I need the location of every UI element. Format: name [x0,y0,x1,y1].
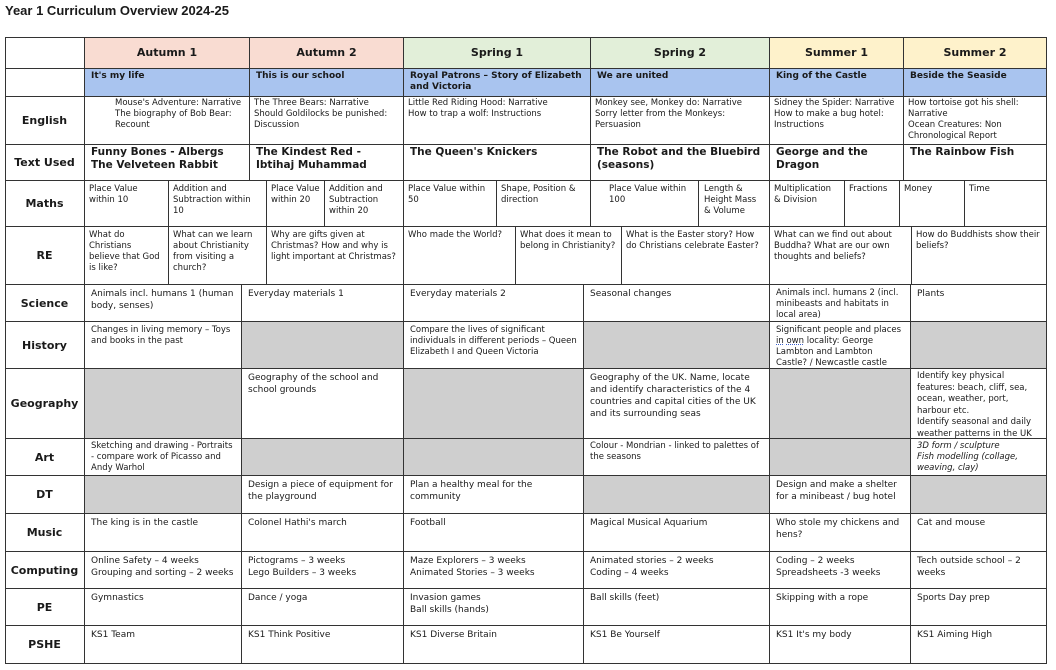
page-title: Year 1 Curriculum Overview 2024-25 [5,3,230,18]
history-cell: Compare the lives of significant individuals in different periods – Queen Elizabeth I and Queen Victoria [404,322,584,369]
art-cell: 3D form / sculpture Fish modelling (collage, weaving, clay) [911,439,1047,476]
geography-cell-empty [85,369,242,439]
pe-cell: Ball skills (feet) [584,589,770,626]
science-cell: Animals incl. humans 2 (incl. minibeasts and habitats in local area) [770,285,911,322]
dt-cell: Design a piece of equipment for the playground [242,476,404,514]
maths-cell: Money [900,181,965,227]
pshe-cell: KS1 It's my body [770,626,911,664]
pe-cell: Sports Day prep [911,589,1047,626]
science-cell: Plants [911,285,1047,322]
pe-cell: Invasion games Ball skills (hands) [404,589,584,626]
english-cell: Sidney the Spider: Narrative How to make a bug hotel: Instructions [770,97,904,145]
row-label-art: Art [5,439,85,476]
computing-cell: Animated stories – 2 weeks Coding – 4 weeks [584,552,770,589]
row-label-english: English [5,97,85,145]
term-header: Summer 1 [770,37,904,69]
text-used-cell: The Robot and the Bluebird (seasons) [591,145,770,181]
history-cell-empty [584,322,770,369]
theme-cell: Beside the Seaside [904,69,1047,97]
art-cell: Sketching and drawing - Portraits - compare work of Picasso and Andy Warhol [85,439,242,476]
pshe-cell: KS1 Diverse Britain [404,626,584,664]
maths-cell: Place Value within 100 [591,181,699,227]
dt-cell: Plan a healthy meal for the community [404,476,584,514]
music-cell: The king is in the castle [85,514,242,552]
maths-cell: Shape, Position & direction [497,181,591,227]
maths-cell: Place Value within 20 [267,181,325,227]
maths-cell: Length & Height Mass & Volume [699,181,770,227]
re-cell: What can we find out about Buddha? What are our own thoughts and beliefs? [770,227,912,285]
re-cell: Who made the World? [404,227,516,285]
english-cell: Mouse's Adventure: Narrative The biography of Bob Bear: Recount [85,97,250,145]
pe-cell: Gymnastics [85,589,242,626]
dt-cell-empty [911,476,1047,514]
row-label-pshe: PSHE [5,626,85,664]
theme-cell: Royal Patrons – Story of Elizabeth and Victoria [404,69,591,97]
dt-cell-empty [85,476,242,514]
text-used-cell: The Kindest Red - Ibtihaj Muhammad [250,145,404,181]
row-label-computing: Computing [5,552,85,589]
art-cell-empty [242,439,404,476]
term-header: Spring 1 [404,37,591,69]
music-cell: Who stole my chickens and hens? [770,514,911,552]
row-label-pe: PE [5,589,85,626]
re-cell: What do Christians believe that God is like? [85,227,169,285]
term-header: Spring 2 [591,37,770,69]
dt-cell: Design and make a shelter for a minibeast / bug hotel [770,476,911,514]
history-text-part: Significant people and places [776,325,902,335]
music-cell: Cat and mouse [911,514,1047,552]
music-cell: Colonel Hathi's march [242,514,404,552]
row-label-science: Science [5,285,85,322]
science-cell: Everyday materials 2 [404,285,584,322]
english-cell: How tortoise got his shell: Narrative Ocean Creatures: Non Chronological Report [904,97,1047,145]
re-cell: What can we learn about Christianity from visiting a church? [169,227,267,285]
re-cell: How do Buddhists show their beliefs? [912,227,1047,285]
history-cell [770,322,911,369]
header-corner [5,37,85,69]
re-cell: Why are gifts given at Christmas? How and why is light important at Christmas? [267,227,404,285]
row-label-re: RE [5,227,85,285]
text-used-cell: George and the Dragon [770,145,904,181]
art-cell-empty [404,439,584,476]
history-cell: Changes in living memory – Toys and books in the past [85,322,242,369]
term-header: Autumn 2 [250,37,404,69]
maths-cell: Place Value within 50 [404,181,497,227]
science-cell: Seasonal changes [584,285,770,322]
music-cell: Magical Musical Aquarium [584,514,770,552]
maths-cell: Multiplication & Division [770,181,845,227]
row-label-text-used: Text Used [5,145,85,181]
maths-cell: Addition and Subtraction within 10 [169,181,267,227]
maths-cell: Addition and Subtraction within 20 [325,181,404,227]
term-header: Autumn 1 [85,37,250,69]
term-header: Summer 2 [904,37,1047,69]
science-cell: Animals incl. humans 1 (human body, senses) [85,285,242,322]
row-label-dt: DT [5,476,85,514]
text-used-cell: The Rainbow Fish [904,145,1047,181]
geography-cell-empty [770,369,911,439]
pe-cell: Dance / yoga [242,589,404,626]
computing-cell: Coding – 2 weeks Spreadsheets -3 weeks [770,552,911,589]
computing-cell: Online Safety – 4 weeks Grouping and sorting – 2 weeks [85,552,242,589]
pe-cell: Skipping with a rope [770,589,911,626]
geography-cell: Identify key physical features: beach, cliff, sea, ocean, weather, port, harbour etc. Identify seasonal and daily weather patterns in the UK [911,369,1047,439]
pshe-cell: KS1 Team [85,626,242,664]
row-label-maths: Maths [5,181,85,227]
theme-cell: This is our school [250,69,404,97]
geography-cell: Geography of the UK. Name, locate and identify characteristics of the 4 countries and capital cities of the UK and its surrounding seas [584,369,770,439]
english-cell: Monkey see, Monkey do: Narrative Sorry letter from the Monkeys: Persuasion [591,97,770,145]
art-cell-empty [770,439,911,476]
history-text-part: own [786,336,804,346]
computing-cell: Pictograms – 3 weeks Lego Builders – 3 weeks [242,552,404,589]
text-used-cell: Funny Bones - Albergs The Velveteen Rabbit [85,145,250,181]
history-text-part: in [776,336,784,346]
maths-cell: Place Value within 10 [85,181,169,227]
geography-cell-empty [404,369,584,439]
history-cell-empty [242,322,404,369]
dt-cell-empty [584,476,770,514]
computing-cell: Maze Explorers – 3 weeks Animated Stories – 3 weeks [404,552,584,589]
history-cell-empty [911,322,1047,369]
history-text-part: locality: George Lambton and Lambton Castle? / Newcastle castle [776,336,887,368]
science-cell: Everyday materials 1 [242,285,404,322]
row-label-music: Music [5,514,85,552]
theme-row-label [5,69,85,97]
re-cell: What is the Easter story? How do Christians celebrate Easter? [622,227,770,285]
music-cell: Football [404,514,584,552]
theme-cell: It's my life [85,69,250,97]
pshe-cell: KS1 Think Positive [242,626,404,664]
row-label-history: History [5,322,85,369]
re-cell: What does it mean to belong in Christianity? [516,227,622,285]
art-cell: Colour - Mondrian - linked to palettes of the seasons [584,439,770,476]
text-used-cell: The Queen's Knickers [404,145,591,181]
maths-cell: Fractions [845,181,900,227]
pshe-cell: KS1 Aiming High [911,626,1047,664]
geography-cell: Geography of the school and school grounds [242,369,404,439]
pshe-cell: KS1 Be Yourself [584,626,770,664]
curriculum-table [5,37,1047,664]
maths-cell: Time [965,181,1047,227]
theme-cell: We are united [591,69,770,97]
row-label-geography: Geography [5,369,85,439]
english-cell: Little Red Riding Hood: Narrative How to trap a wolf: Instructions [404,97,591,145]
english-cell: The Three Bears: Narrative Should Goldilocks be punished: Discussion [250,97,404,145]
theme-cell: King of the Castle [770,69,904,97]
computing-cell: Tech outside school – 2 weeks [911,552,1047,589]
